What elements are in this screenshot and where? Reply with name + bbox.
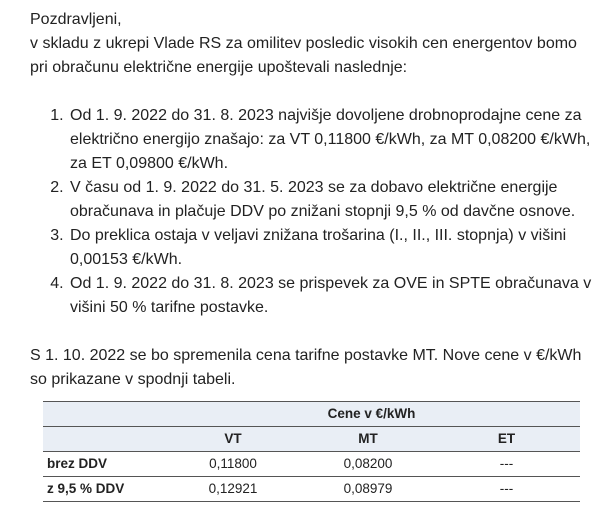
intro-line-1: v skladu z ukrepi Vlade RS za omilitev posledic visokih cen energentov bomo bbox=[30, 35, 577, 52]
cell-et: --- bbox=[433, 477, 580, 502]
measure-item-2: 2. V času od 1. 9. 2022 do 31. 5. 2023 se za dobavo električne energije obračunava in plačuje DDV po znižani stopnji 9,5 % od davčne osnove. bbox=[68, 176, 596, 224]
greeting: Pozdravljeni, bbox=[30, 11, 122, 28]
cell-mt: 0,08200 bbox=[303, 452, 433, 477]
measure-item-3: 3. Do preklica ostaja v veljavi znižana trošarina (I., II., III. stopnja) v višini 0,00153 €/kWh. bbox=[68, 224, 596, 272]
note-line-2: so prikazane v spodnji tabeli. bbox=[30, 371, 236, 388]
column-header-vt: VT bbox=[163, 427, 303, 452]
cell-et: --- bbox=[433, 452, 580, 477]
price-table-container bbox=[43, 401, 580, 502]
table-corner-cell-2 bbox=[43, 427, 163, 452]
table-group-header: Cene v €/kWh bbox=[163, 402, 580, 427]
price-change-note bbox=[30, 344, 596, 392]
letter-body bbox=[30, 8, 596, 392]
column-header-et: ET bbox=[433, 427, 580, 452]
cell-vt: 0,11800 bbox=[163, 452, 303, 477]
row-label: z 9,5 % DDV bbox=[43, 477, 163, 502]
table-corner-cell bbox=[43, 402, 163, 427]
table-column-header-row bbox=[43, 427, 580, 452]
table-row bbox=[43, 452, 580, 477]
note-line-1: S 1. 10. 2022 se bo spremenila cena tarifne postavke MT. Nove cene v €/kWh bbox=[30, 347, 582, 364]
column-header-mt: MT bbox=[303, 427, 433, 452]
measures-list bbox=[30, 104, 596, 320]
measure-item-4: 4. Od 1. 9. 2022 do 31. 8. 2023 se prispevek za OVE in SPTE obračunava v višini 50 % tarifne postavke. bbox=[68, 272, 596, 320]
price-table bbox=[43, 401, 580, 502]
row-label: brez DDV bbox=[43, 452, 163, 477]
cell-mt: 0,08979 bbox=[303, 477, 433, 502]
cell-vt: 0,12921 bbox=[163, 477, 303, 502]
table-row bbox=[43, 477, 580, 502]
measure-item-1: 1. Od 1. 9. 2022 do 31. 8. 2023 najvišje dovoljene drobnoprodajne cene za električno energijo znašajo: za VT 0,11800 €/kWh, za MT 0,08200 €/kWh, za ET 0,09800 €/kWh. bbox=[68, 104, 596, 176]
table-group-header-row bbox=[43, 402, 580, 427]
letter-intro bbox=[30, 8, 596, 80]
intro-line-2: pri obračunu električne energije upoštevali naslednje: bbox=[30, 59, 408, 76]
